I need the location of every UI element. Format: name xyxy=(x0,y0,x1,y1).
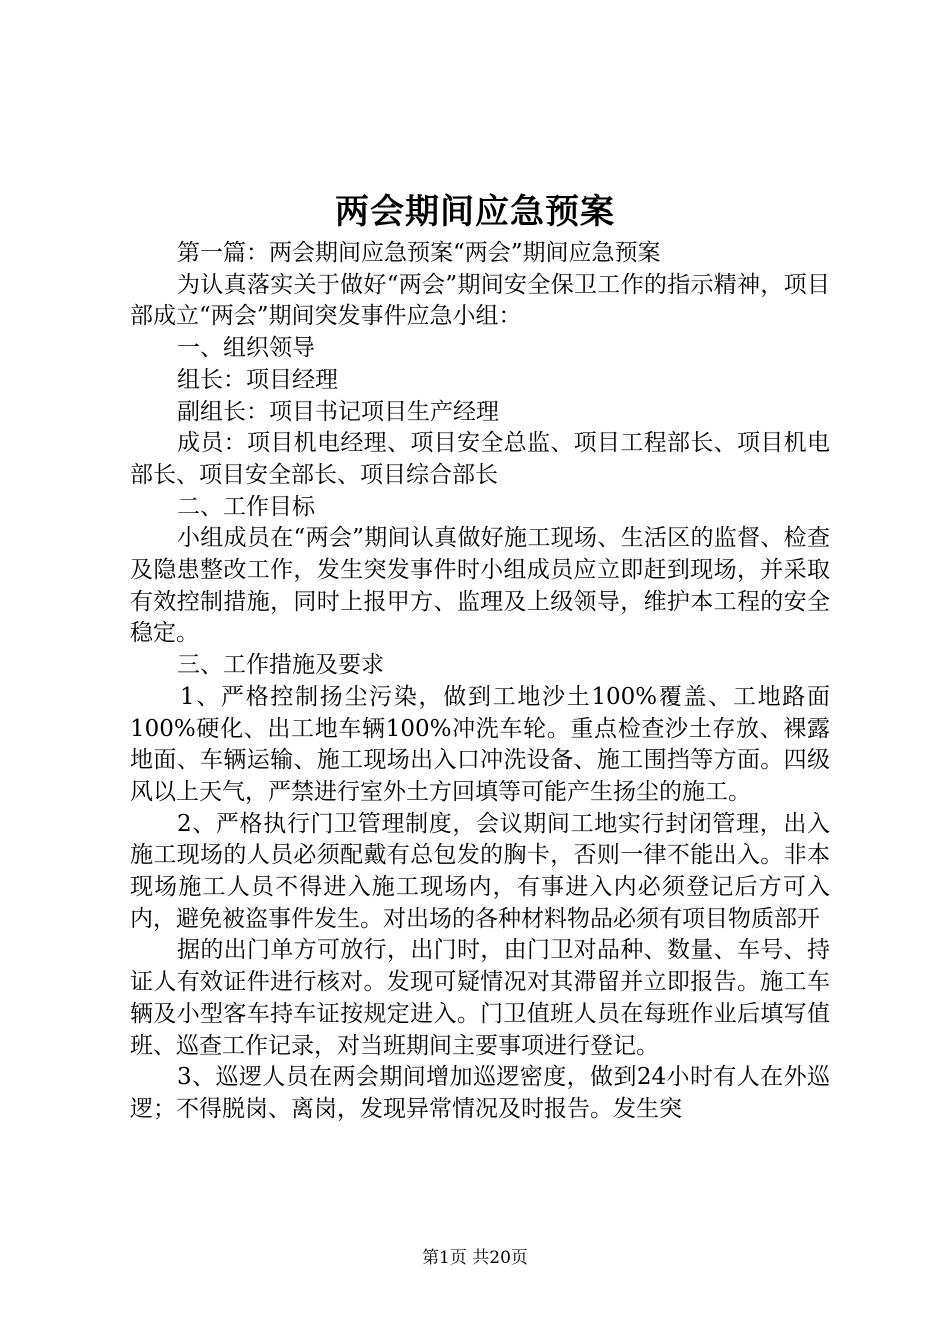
paragraph-measure-1: 1、严格控制扬尘污染，做到工地沙土100%覆盖、工地路面100%硬化、出工地车辆100%冲洗车轮。重点检查沙土存放、裸露地面、车辆运输、施工现场出入口冲洗设备、施工围挡等方面。四级风以上天气，严禁进行室外土方回填等可能产生扬尘的施工。 xyxy=(130,683,830,805)
section-heading-3: 三、工作措施及要求 xyxy=(177,652,384,679)
paragraph-measure-2: 2、严格执行门卫管理制度，会议期间工地实行封闭管理，出入施工现场的人员必须配戴有总包发的胸卡，否则一律不能出入。非本现场施工人员不得进入施工现场内，有事进入内必须登记后方可入内，避免被盗事件发生。对出场的各种材料物品必须有项目物质部开 xyxy=(130,810,830,932)
document-title: 两会期间应急预案 xyxy=(335,192,615,232)
paragraph-2: 为认真落实关于做好“两会”期间安全保卫工作的指示精神，项目部成立“两会”期间突发事件应急小组： xyxy=(130,271,830,330)
section-heading-1: 一、组织领导 xyxy=(177,335,315,362)
paragraph-1: 第一篇：两会期间应急预案“两会”期间应急预案 xyxy=(177,240,661,266)
section-heading-2: 二、工作目标 xyxy=(177,493,315,520)
page-number-footer: 第1页 共20页 xyxy=(422,1248,528,1268)
paragraph-measure-3: 3、巡逻人员在两会期间增加巡逻密度，做到24小时有人在外巡逻；不得脱岗、离岗，发现异常情况及时报告。发生突 xyxy=(130,1064,830,1122)
paragraph-leader: 组长：项目经理 xyxy=(177,366,338,393)
document-body xyxy=(130,238,830,1126)
paragraph-deputy-leader: 副组长：项目书记项目生产经理 xyxy=(177,398,499,425)
paragraph-goals: 小组成员在“两会”期间认真做好施工现场、生活区的监督、检查及隐患整改工作，发生突发事件时小组成员应立即赶到现场，并采取有效控制措施，同时上报甲方、监理及上级领导，维护本工程的安全稳定。 xyxy=(130,525,830,647)
paragraph-members: 成员：项目机电经理、项目安全总监、项目工程部长、项目机电部长、项目安全部长、项目综合部长 xyxy=(130,430,830,488)
paragraph-measure-2-cont: 据的出门单方可放行，出门时，由门卫对品种、数量、车号、持证人有效证件进行核对。发现可疑情况对其滞留并立即报告。施工车辆及小型客车持车证按规定进入。门卫值班人员在每班作业后填写值班、巡查工作记录，对当班期间主要事项进行登记。 xyxy=(130,937,830,1059)
